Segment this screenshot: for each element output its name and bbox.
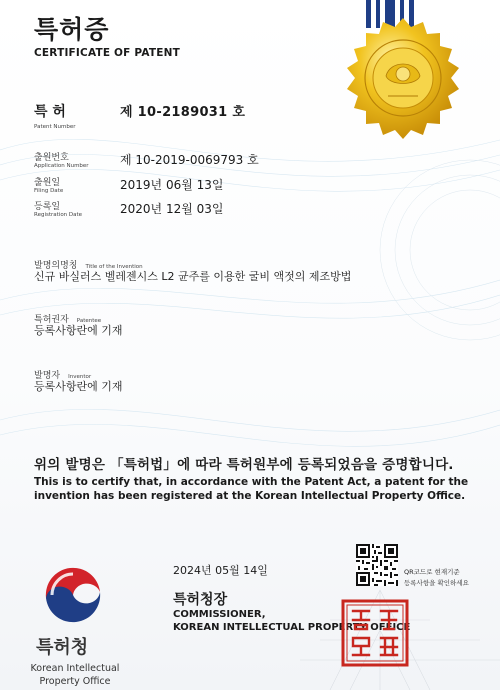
filing-date-value: 2019년 06월 13일 bbox=[120, 178, 224, 192]
qr-note-line-1: QR코드로 현재기준 bbox=[404, 568, 460, 576]
invention-title: 신규 바실러스 벨레젠시스 L2 균주를 이용한 굴비 액젓의 제조방법 bbox=[34, 270, 352, 283]
application-number-label: 출원번호 bbox=[34, 153, 69, 163]
kipo-name-korean: 특허청 bbox=[36, 637, 89, 658]
application-number-value: 제 10-2019-0069793 호 bbox=[120, 153, 259, 167]
patentee-label-en: Patentee bbox=[76, 318, 102, 324]
qr-note bbox=[404, 567, 469, 589]
filing-date-label-en: Filing Date bbox=[34, 188, 64, 194]
kipo-name-english bbox=[28, 662, 122, 688]
certificate-title: 특허증 bbox=[34, 15, 110, 44]
commissioner-line-2: KOREAN INTELLECTUAL PROPERTY OFFICE bbox=[173, 622, 411, 633]
invention-label: 발명의명칭 bbox=[34, 261, 78, 271]
qr-note-line-2: 등록사항을 확인하세요 bbox=[404, 579, 469, 587]
declaration-korean: 위의 발명은 「특허법」에 따라 특허원부에 등록되었음을 증명합니다. bbox=[34, 457, 454, 473]
invention-label-en: Title of the Invention bbox=[85, 264, 143, 270]
registration-date-value: 2020년 12월 03일 bbox=[120, 202, 224, 216]
declaration-english: This is to certify that, in accordance with the Patent Act, a patent for the invention has been registered at the Korean Intellectual Property Office. bbox=[34, 476, 469, 502]
application-number-label-en: Application Number bbox=[34, 163, 89, 169]
inventor-value: 등록사항란에 기재 bbox=[34, 380, 123, 393]
issue-date: 2024년 05월 14일 bbox=[173, 564, 268, 577]
commissioner-line-1: COMMISSIONER, bbox=[173, 609, 266, 620]
kipo-name-english-line-2: Property Office bbox=[39, 676, 111, 687]
registration-date-label-en: Registration Date bbox=[34, 212, 83, 218]
patentee-label: 특허권자 bbox=[34, 315, 69, 325]
registration-date-label: 등록일 bbox=[34, 202, 61, 212]
patent-number-label-en: Patent Number bbox=[34, 124, 76, 130]
inventor-label-en: Inventor bbox=[68, 374, 92, 380]
red-official-seal-icon bbox=[340, 598, 410, 668]
office-title: 특허청장 bbox=[173, 592, 228, 608]
qr-code-icon[interactable] bbox=[356, 544, 398, 586]
patent-number-value: 제 10-2189031 호 bbox=[120, 105, 246, 120]
inventor-label: 발명자 bbox=[34, 371, 61, 381]
filing-date-label: 출원일 bbox=[34, 178, 61, 188]
kipo-name-english-line-1: Korean Intellectual bbox=[30, 663, 120, 674]
gold-seal-icon bbox=[338, 16, 468, 146]
certificate-subtitle: CERTIFICATE OF PATENT bbox=[34, 47, 180, 59]
patentee-value: 등록사항란에 기재 bbox=[34, 324, 123, 337]
kipo-taegeuk-logo-icon bbox=[40, 562, 106, 628]
patent-number-label: 특 허 bbox=[34, 104, 66, 120]
